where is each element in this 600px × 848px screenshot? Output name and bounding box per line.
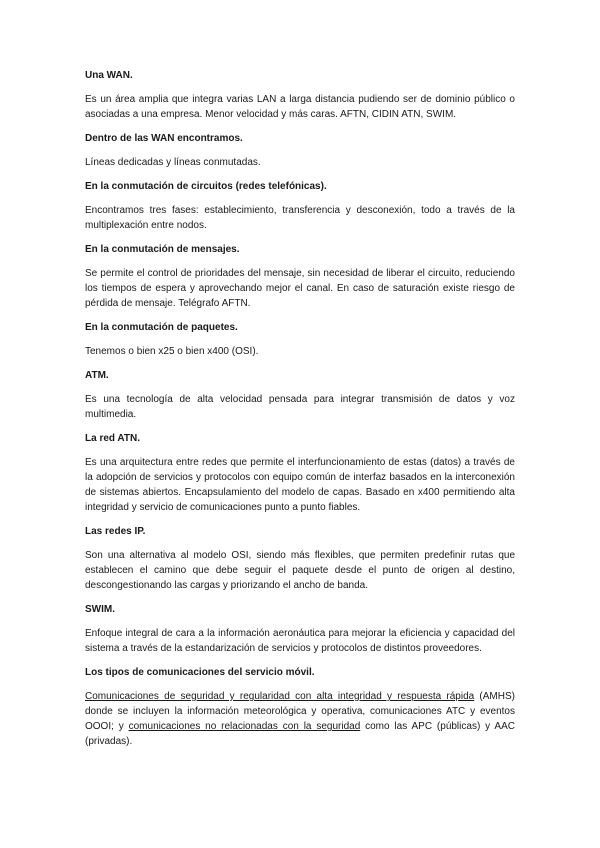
paragraph-atn: Es una arquitectura entre redes que permite el interfuncionamiento de estas (datos) a través de la adopción de servicios y protocolos con equipo común de interfaz basados en la interconexión de sistemas abiertos. Encapsulamiento del modelo de capas. Basado en x400 permitiendo alta integridad y servicio de comunicaciones punto a punto fiables. xyxy=(85,457,515,513)
paragraph-atm: Es una tecnología de alta velocidad pensada para integrar transmisión de datos y voz multimedia. xyxy=(85,394,515,420)
heading-wan: Una WAN. xyxy=(85,70,133,81)
text-safety-comms-detail: (AMHS) donde se incluyen la información meteorológica y operativa, comunicaciones ATC y eventos OOOI; y xyxy=(85,691,515,732)
paragraph-packet-switching: Tenemos o bien x25 o bien x400 (OSI). xyxy=(85,346,259,357)
heading-mobile-service: Los tipos de comunicaciones del servicio móvil. xyxy=(85,667,315,678)
paragraph-wan-types: Líneas dedicadas y líneas conmutadas. xyxy=(85,157,261,168)
underlined-safety-comms: Comunicaciones de seguridad y regularidad con alta integridad y respuesta rápida xyxy=(85,691,475,702)
paragraph-mobile-service xyxy=(85,689,515,749)
heading-packet-switching: En la conmutación de paquetes. xyxy=(85,322,238,333)
heading-swim: SWIM. xyxy=(85,604,115,615)
underlined-non-safety-comms: comunicaciones no relacionadas con la seguridad xyxy=(128,721,361,732)
heading-message-switching: En la conmutación de mensajes. xyxy=(85,244,240,255)
paragraph-ip-networks: Son una alternativa al modelo OSI, siendo más flexibles, que permiten predefinir rutas que establecen el camino que debe seguir el paquete desde el punto de origen al destino, descongestionando las cargas y priorizando el ancho de banda. xyxy=(85,550,515,591)
paragraph-circuit-switching: Encontramos tres fases: establecimiento, transferencia y desconexión, todo a través de la multiplexación entre nodos. xyxy=(85,205,515,231)
paragraph-message-switching: Se permite el control de prioridades del mensaje, sin necesidad de liberar el circuito, reduciendo los tiempos de espera y aprovechando mejor el canal. En caso de saturación existe riesgo de pérdida de mensaje. Telégrafo AFTN. xyxy=(85,268,515,309)
heading-circuit-switching: En la conmutación de circuitos (redes telefónicas). xyxy=(85,181,327,192)
paragraph-wan: Es un área amplia que integra varias LAN a larga distancia pudiendo ser de dominio público o asociadas a una empresa. Menor velocidad y más caras. AFTN, CIDIN ATN, SWIM. xyxy=(85,94,515,120)
paragraph-swim: Enfoque integral de cara a la información aeronáutica para mejorar la eficiencia y capacidad del sistema a través de la estandarización de servicios y protocolos de distintos proveedores. xyxy=(85,628,515,654)
heading-atn: La red ATN. xyxy=(85,433,141,444)
heading-wan-types: Dentro de las WAN encontramos. xyxy=(85,133,243,144)
heading-ip-networks: Las redes IP. xyxy=(85,526,146,537)
text-non-safety-comms-detail: como las APC (públicas) y AAC (privadas). xyxy=(85,721,515,747)
heading-atm: ATM. xyxy=(85,370,109,381)
